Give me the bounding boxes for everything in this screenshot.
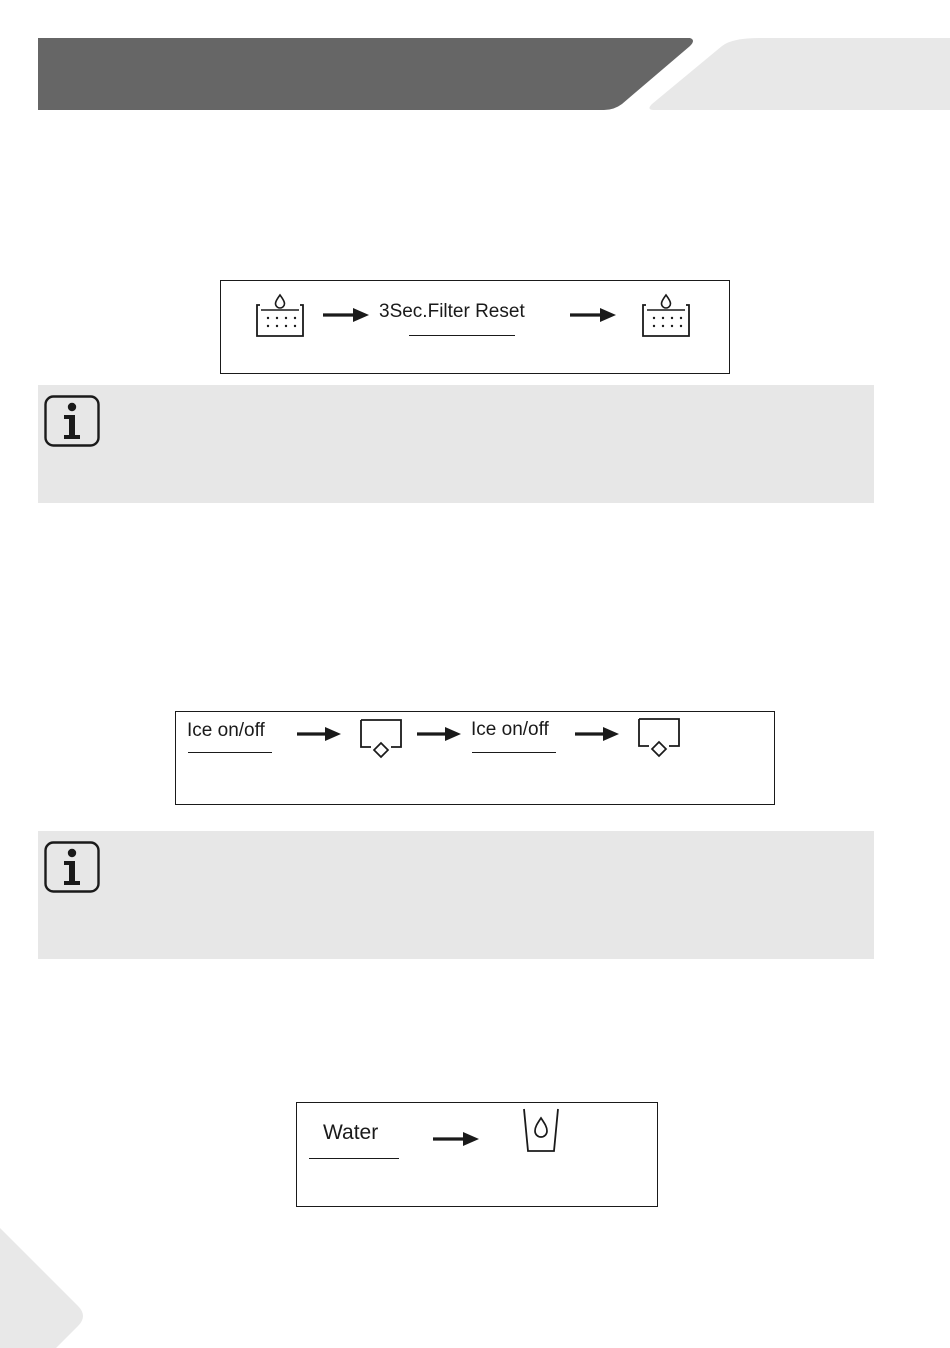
ice-label: Ice on/off (187, 720, 265, 741)
water-glass-icon (521, 1107, 561, 1153)
filter-reset-underline (409, 335, 515, 336)
filter-reset-label: 3Sec.Filter Reset (379, 301, 525, 322)
arrow-right-icon (575, 727, 619, 741)
ice-label: Ice on/off (471, 719, 549, 740)
filter-icon (641, 293, 691, 339)
info-note (38, 831, 874, 959)
ice-underline (472, 752, 556, 753)
info-icon (44, 841, 100, 893)
water-underline (309, 1158, 399, 1159)
arrow-right-icon (433, 1132, 479, 1146)
filter-reset-panel (220, 280, 730, 374)
arrow-right-icon (570, 308, 616, 322)
header-bar (0, 0, 950, 120)
filter-icon (255, 293, 305, 339)
corner-decoration (0, 1200, 100, 1348)
arrow-right-icon (297, 727, 341, 741)
info-note (38, 385, 874, 503)
water-label: Water (323, 1121, 379, 1144)
ice-icon (358, 717, 404, 761)
water-panel (296, 1102, 658, 1207)
info-icon (44, 395, 100, 447)
ice-underline (188, 752, 272, 753)
ice-icon (636, 716, 682, 760)
ice-panel (175, 711, 775, 805)
arrow-right-icon (417, 727, 461, 741)
arrow-right-icon (323, 308, 369, 322)
